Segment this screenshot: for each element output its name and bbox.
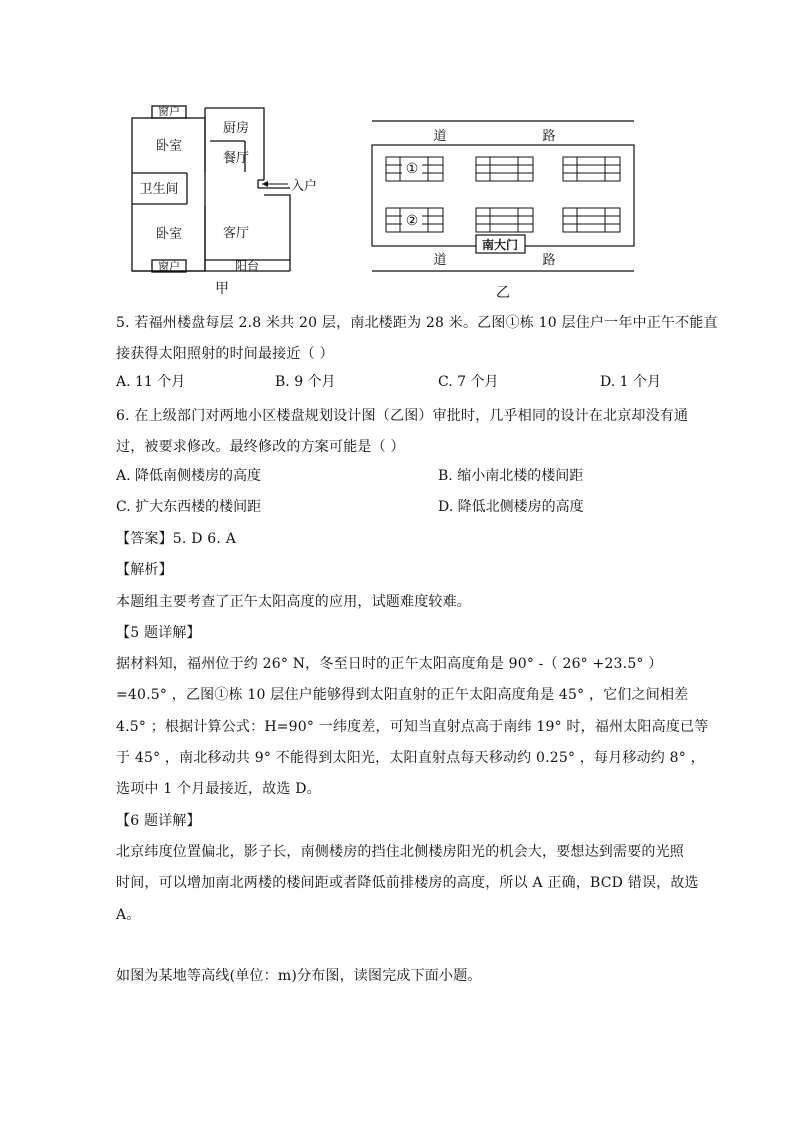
figures (0, 100, 794, 300)
label-building-2: ② (405, 213, 419, 229)
q5-option-c: C. 7 个月 (438, 374, 499, 390)
q6-option-b: B. 缩小南北楼的楼间距 (438, 468, 584, 484)
q5-stem-line-1: 5. 若福州楼盘每层 2.8 米共 20 层，南北楼距为 28 米。乙图①栋 10 层住户一年中正午不能直 (116, 315, 718, 331)
label-bathroom: 卫生间 (139, 182, 179, 197)
next-intro-text: 如图为某地等高线(单位：m)分布图，读图完成下面小题。 (116, 968, 482, 984)
q6-option-d: D. 降低北侧楼房的高度 (438, 499, 584, 515)
label-road-top-2: 路 (542, 129, 556, 144)
label-building-1: ① (405, 161, 419, 177)
q5-detail-line-3: 4.5° ；根据计算公式：H=90° 一纬度差，可知当直射点高于南纬 19° 时，福州太阳高度已等 (116, 718, 709, 735)
q5-option-b: B. 9 个月 (275, 374, 336, 390)
q6-option-a: A. 降低南侧楼房的高度 (116, 468, 262, 484)
q5-detail-line-1: 据材料知，福州位于约 26° N，冬至日时的正午太阳高度角是 90° -（ 26° +23.5° ） (116, 656, 663, 673)
q6-stem-line-2: 过，被要求修改。最终修改的方案可能是（ ） (116, 439, 405, 456)
q5-option-a: A. 11 个月 (116, 374, 186, 390)
answer-line: 【答案】5. D 6. A (116, 531, 237, 547)
caption-yi: 乙 (496, 285, 510, 300)
q6-option-c: C. 扩大东西楼的楼间距 (116, 499, 262, 515)
building-row2-middle (476, 208, 533, 232)
q5-detail-line-5: 选项中 1 个月最接近，故选 D。 (116, 781, 321, 798)
caption-jia: 甲 (215, 281, 229, 297)
label-bedroom-top: 卧室 (155, 139, 183, 154)
analysis-heading: 【解析】 (116, 562, 173, 579)
label-road-top-1: 道 (433, 129, 447, 144)
q6-stem-line-1: 6. 在上级部门对两地小区楼盘规划设计图（乙图）审批时，几乎相同的设计在北京却没有通 (116, 408, 689, 424)
next-question-intro (116, 961, 682, 992)
q5-detail-line-4: 于 45° ，南北移动共 9° 不能得到太阳光，太阳直射点每天移动约 0.25° ，每月移动约 8° ， (116, 750, 705, 767)
q5-option-d: D. 1 个月 (600, 374, 661, 390)
label-window-bottom: 窗户 (158, 260, 180, 273)
label-road-bottom-2: 路 (542, 253, 556, 268)
building-row1-east (563, 157, 620, 181)
q5-stem-line-2: 接获得太阳照射的时间最接近（ ） (116, 346, 334, 363)
entrance-arrow-icon (262, 181, 288, 187)
q6-detail-line-1: 北京纬度位置偏北，影子长，南侧楼房的挡住北侧楼房阳光的机会大，要想达到需要的光照 (116, 843, 684, 860)
label-dining: 餐厅 (222, 151, 250, 166)
label-living: 客厅 (222, 226, 250, 241)
q6-detail-heading: 【6 题详解】 (116, 812, 201, 829)
answer-analysis (116, 524, 709, 931)
label-bedroom-bottom: 卧室 (155, 227, 183, 242)
label-window-top: 窗户 (158, 105, 180, 118)
q6-detail-line-2: 时间，可以增加南北两楼的楼间距或者降低前排楼房的高度，所以 A 正确，BCD 错误，故选 (116, 875, 699, 892)
q5-stem (116, 308, 718, 371)
label-south-gate: 南大门 (481, 238, 519, 252)
label-road-bottom-1: 道 (433, 253, 447, 268)
label-kitchen: 厨房 (222, 121, 250, 136)
q6-detail-line-3: A。 (116, 906, 141, 923)
q6-stem (116, 401, 689, 464)
label-balcony: 阳台 (234, 259, 260, 273)
building-row2-east (563, 208, 620, 232)
analysis-text: 本题组主要考查了正午太阳高度的应用，试题难度较难。 (116, 593, 471, 610)
q5-detail-line-2: =40.5° ，乙图①栋 10 层住户能够得到太阳直射的正午太阳高度角是 45° ，它们之间相差 (116, 687, 689, 704)
building-row1-middle (476, 157, 533, 181)
figures-svg (0, 100, 794, 300)
label-entrance: 入户 (291, 179, 318, 194)
q5-detail-heading: 【5 题详解】 (116, 624, 201, 641)
